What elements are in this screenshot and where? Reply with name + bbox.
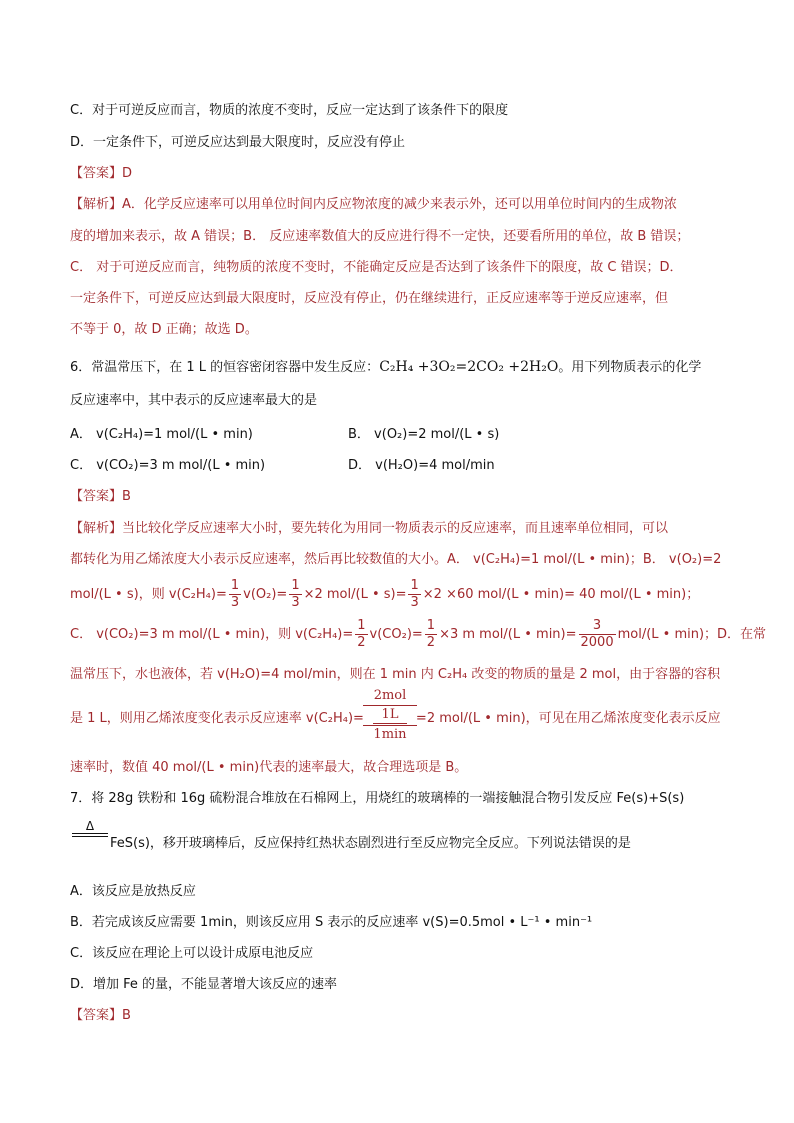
q5-analysis-line-3: C． 对于可逆反应而言，纯物质的浓度不变时，不能确定反应是否达到了该条件下的限度，故 C 错误；D． bbox=[70, 260, 683, 275]
fraction-denominator: 2 bbox=[357, 635, 366, 650]
text-segment: mol/(L • s)，则 v(C₂H₄)= bbox=[70, 587, 227, 602]
fraction-numerator: 1 bbox=[357, 618, 366, 633]
q6-analysis-line-1 bbox=[70, 520, 668, 538]
answer-value: B bbox=[122, 489, 131, 504]
q7-option-a: A．该反应是放热反应 bbox=[70, 884, 196, 899]
compound-denominator: 1min bbox=[373, 727, 407, 742]
text-segment: v(O₂)= bbox=[243, 587, 288, 602]
answer-tag: 【答案】 bbox=[70, 489, 123, 504]
answer-value: D bbox=[122, 166, 133, 181]
q7-option-b: B．若完成该反应需要 1min，则该反应用 S 表示的反应速率 v(S)=0.5mol • L⁻¹ • min⁻¹ bbox=[70, 915, 593, 930]
q6-analysis-line-7: 速率时，数值 40 mol/(L • min)代表的速率最大，故合理选项是 B。 bbox=[70, 760, 468, 775]
analysis-text: 当比较化学反应速率大小时，要先转化为用同一物质表示的反应速率，而且速率单位相同，可以 bbox=[122, 521, 669, 536]
fraction-one-third bbox=[289, 578, 301, 611]
q7-option-c: C．该反应在理论上可以设计成原电池反应 bbox=[70, 946, 314, 961]
fraction-one-third bbox=[229, 578, 241, 611]
compound-numerator: 2mol bbox=[373, 688, 407, 703]
fraction-numerator: 1 bbox=[291, 578, 300, 593]
q6-analysis-line-4 bbox=[70, 618, 766, 651]
fraction-one-half bbox=[355, 618, 367, 651]
analysis-tag: 【解析】 bbox=[70, 521, 123, 536]
q6-option-a: A． v(C₂H₄)=1 mol/(L • min) bbox=[70, 427, 253, 442]
answer-tag: 【答案】 bbox=[70, 166, 123, 181]
text-segment: ×2 mol/(L • s)= bbox=[303, 587, 407, 602]
q5-option-d: D．一定条件下，可逆反应达到最大限度时，反应没有停止 bbox=[70, 135, 406, 150]
fraction-bar bbox=[363, 705, 417, 706]
q6-option-d: D． v(H₂O)=4 mol/min bbox=[348, 458, 495, 473]
q6-answer bbox=[70, 488, 131, 506]
text-segment: v(CO₂)= bbox=[369, 627, 423, 642]
q6-option-c: C． v(CO₂)=3 m mol/(L • min) bbox=[70, 458, 266, 473]
q5-analysis-line-2: 度的增加来表示，故 A 错误；B． 反应速率数值大的反应进行得不一定快，还要看所用的单位，故 B 错误； bbox=[70, 229, 690, 244]
fraction-bar bbox=[363, 725, 417, 726]
q6-analysis-line-5: 温常压下，水也液体，若 v(H₂O)=4 mol/min，则在 1 min 内 C₂H₄ 改变的物质的量是 2 mol，由于容器的容积 bbox=[70, 667, 721, 682]
q5-analysis-line-4: 一定条件下，可逆反应达到最大限度时，反应没有停止，仍在继续进行，正反应速率等于逆反应速率，但 bbox=[70, 291, 669, 306]
compound-fraction bbox=[363, 688, 417, 743]
q5-option-c: C．对于可逆反应而言，物质的浓度不变时，反应一定达到了该条件下的限度 bbox=[70, 103, 509, 118]
reaction-condition-arrow bbox=[72, 820, 108, 837]
answer-value: B bbox=[122, 1008, 131, 1023]
fraction-denominator: 3 bbox=[410, 595, 419, 610]
compound-middle: 1L bbox=[373, 707, 407, 724]
text-segment: ×3 m mol/(L • min)= bbox=[439, 627, 577, 642]
analysis-tag: 【解析】 bbox=[70, 197, 123, 212]
text-segment: C． v(CO₂)=3 m mol/(L • min)，则 v(C₂H₄)= bbox=[70, 627, 354, 642]
q6-stem-tail: 。用下列物质表示的化学 bbox=[558, 360, 702, 375]
fraction-one-half bbox=[425, 618, 437, 651]
fraction-numerator: 1 bbox=[426, 618, 436, 633]
compound-inner bbox=[363, 707, 417, 724]
q7-option-d: D．增加 Fe 的量，不能显著增大该反应的速率 bbox=[70, 977, 338, 992]
text-segment: 是 1 L，则用乙烯浓度变化表示反应速率 v(C₂H₄)= bbox=[70, 711, 364, 726]
fraction-3-over-2000 bbox=[579, 618, 616, 651]
q6-analysis-line-2: 都转化为用乙烯浓度大小表示反应速率，然后再比较数值的大小。A． v(C₂H₄)=1 mol/(L • min)；B． v(O₂)=2 bbox=[70, 552, 722, 567]
arrow-line bbox=[72, 836, 108, 837]
q6-analysis-line-3 bbox=[70, 578, 699, 611]
q6-stem-line-1 bbox=[70, 358, 701, 377]
q7-stem-line-2: FeS(s)，移开玻璃棒后，反应保持红热状态剧烈进行至反应物完全反应。下列说法错误的是 bbox=[110, 836, 631, 851]
arrow-line bbox=[72, 833, 108, 834]
fraction-one-third bbox=[408, 578, 420, 611]
fraction-denominator: 2 bbox=[426, 635, 436, 650]
fraction-numerator: 1 bbox=[230, 578, 240, 593]
answer-tag: 【答案】 bbox=[70, 1008, 123, 1023]
q6-equation: C₂H₄ +3O₂=2CO₂ +2H₂O bbox=[379, 359, 559, 375]
q6-stem-text: 6．常温常压下，在 1 L 的恒容密闭容器中发生反应： bbox=[70, 360, 380, 375]
fraction-denominator: 3 bbox=[230, 595, 240, 610]
q5-analysis-line-5: 不等于 0，故 D 正确；故选 D。 bbox=[70, 322, 258, 337]
fraction-denominator: 2000 bbox=[580, 635, 614, 650]
text-segment: mol/(L • min)；D．在常 bbox=[617, 627, 767, 642]
heat-symbol: Δ bbox=[85, 819, 95, 833]
q7-answer bbox=[70, 1007, 131, 1025]
fraction-numerator: 3 bbox=[579, 618, 616, 635]
q6-stem-line-2: 反应速率中，其中表示的反应速率最大的是 bbox=[70, 393, 318, 408]
q5-answer bbox=[70, 165, 132, 183]
fraction-numerator: 1 bbox=[410, 578, 419, 593]
analysis-text: A．化学反应速率可以用单位时间内反应物浓度的减少来表示外，还可以用单位时间内的生成物浓 bbox=[122, 197, 677, 212]
text-segment: =2 mol/(L • min)，可见在用乙烯浓度变化表示反应 bbox=[415, 711, 721, 726]
fraction-denominator: 3 bbox=[291, 595, 300, 610]
text-segment: ×2 ×60 mol/(L • min)= 40 mol/(L • min)； bbox=[422, 587, 700, 602]
q5-analysis-line-1 bbox=[70, 196, 677, 214]
q6-option-b: B． v(O₂)=2 mol/(L • s) bbox=[348, 427, 500, 442]
q7-stem-line-1: 7．将 28g 铁粉和 16g 硫粉混合堆放在石棉网上，用烧红的玻璃棒的一端接触混合物引发反应 Fe(s)+S(s) bbox=[70, 791, 685, 806]
